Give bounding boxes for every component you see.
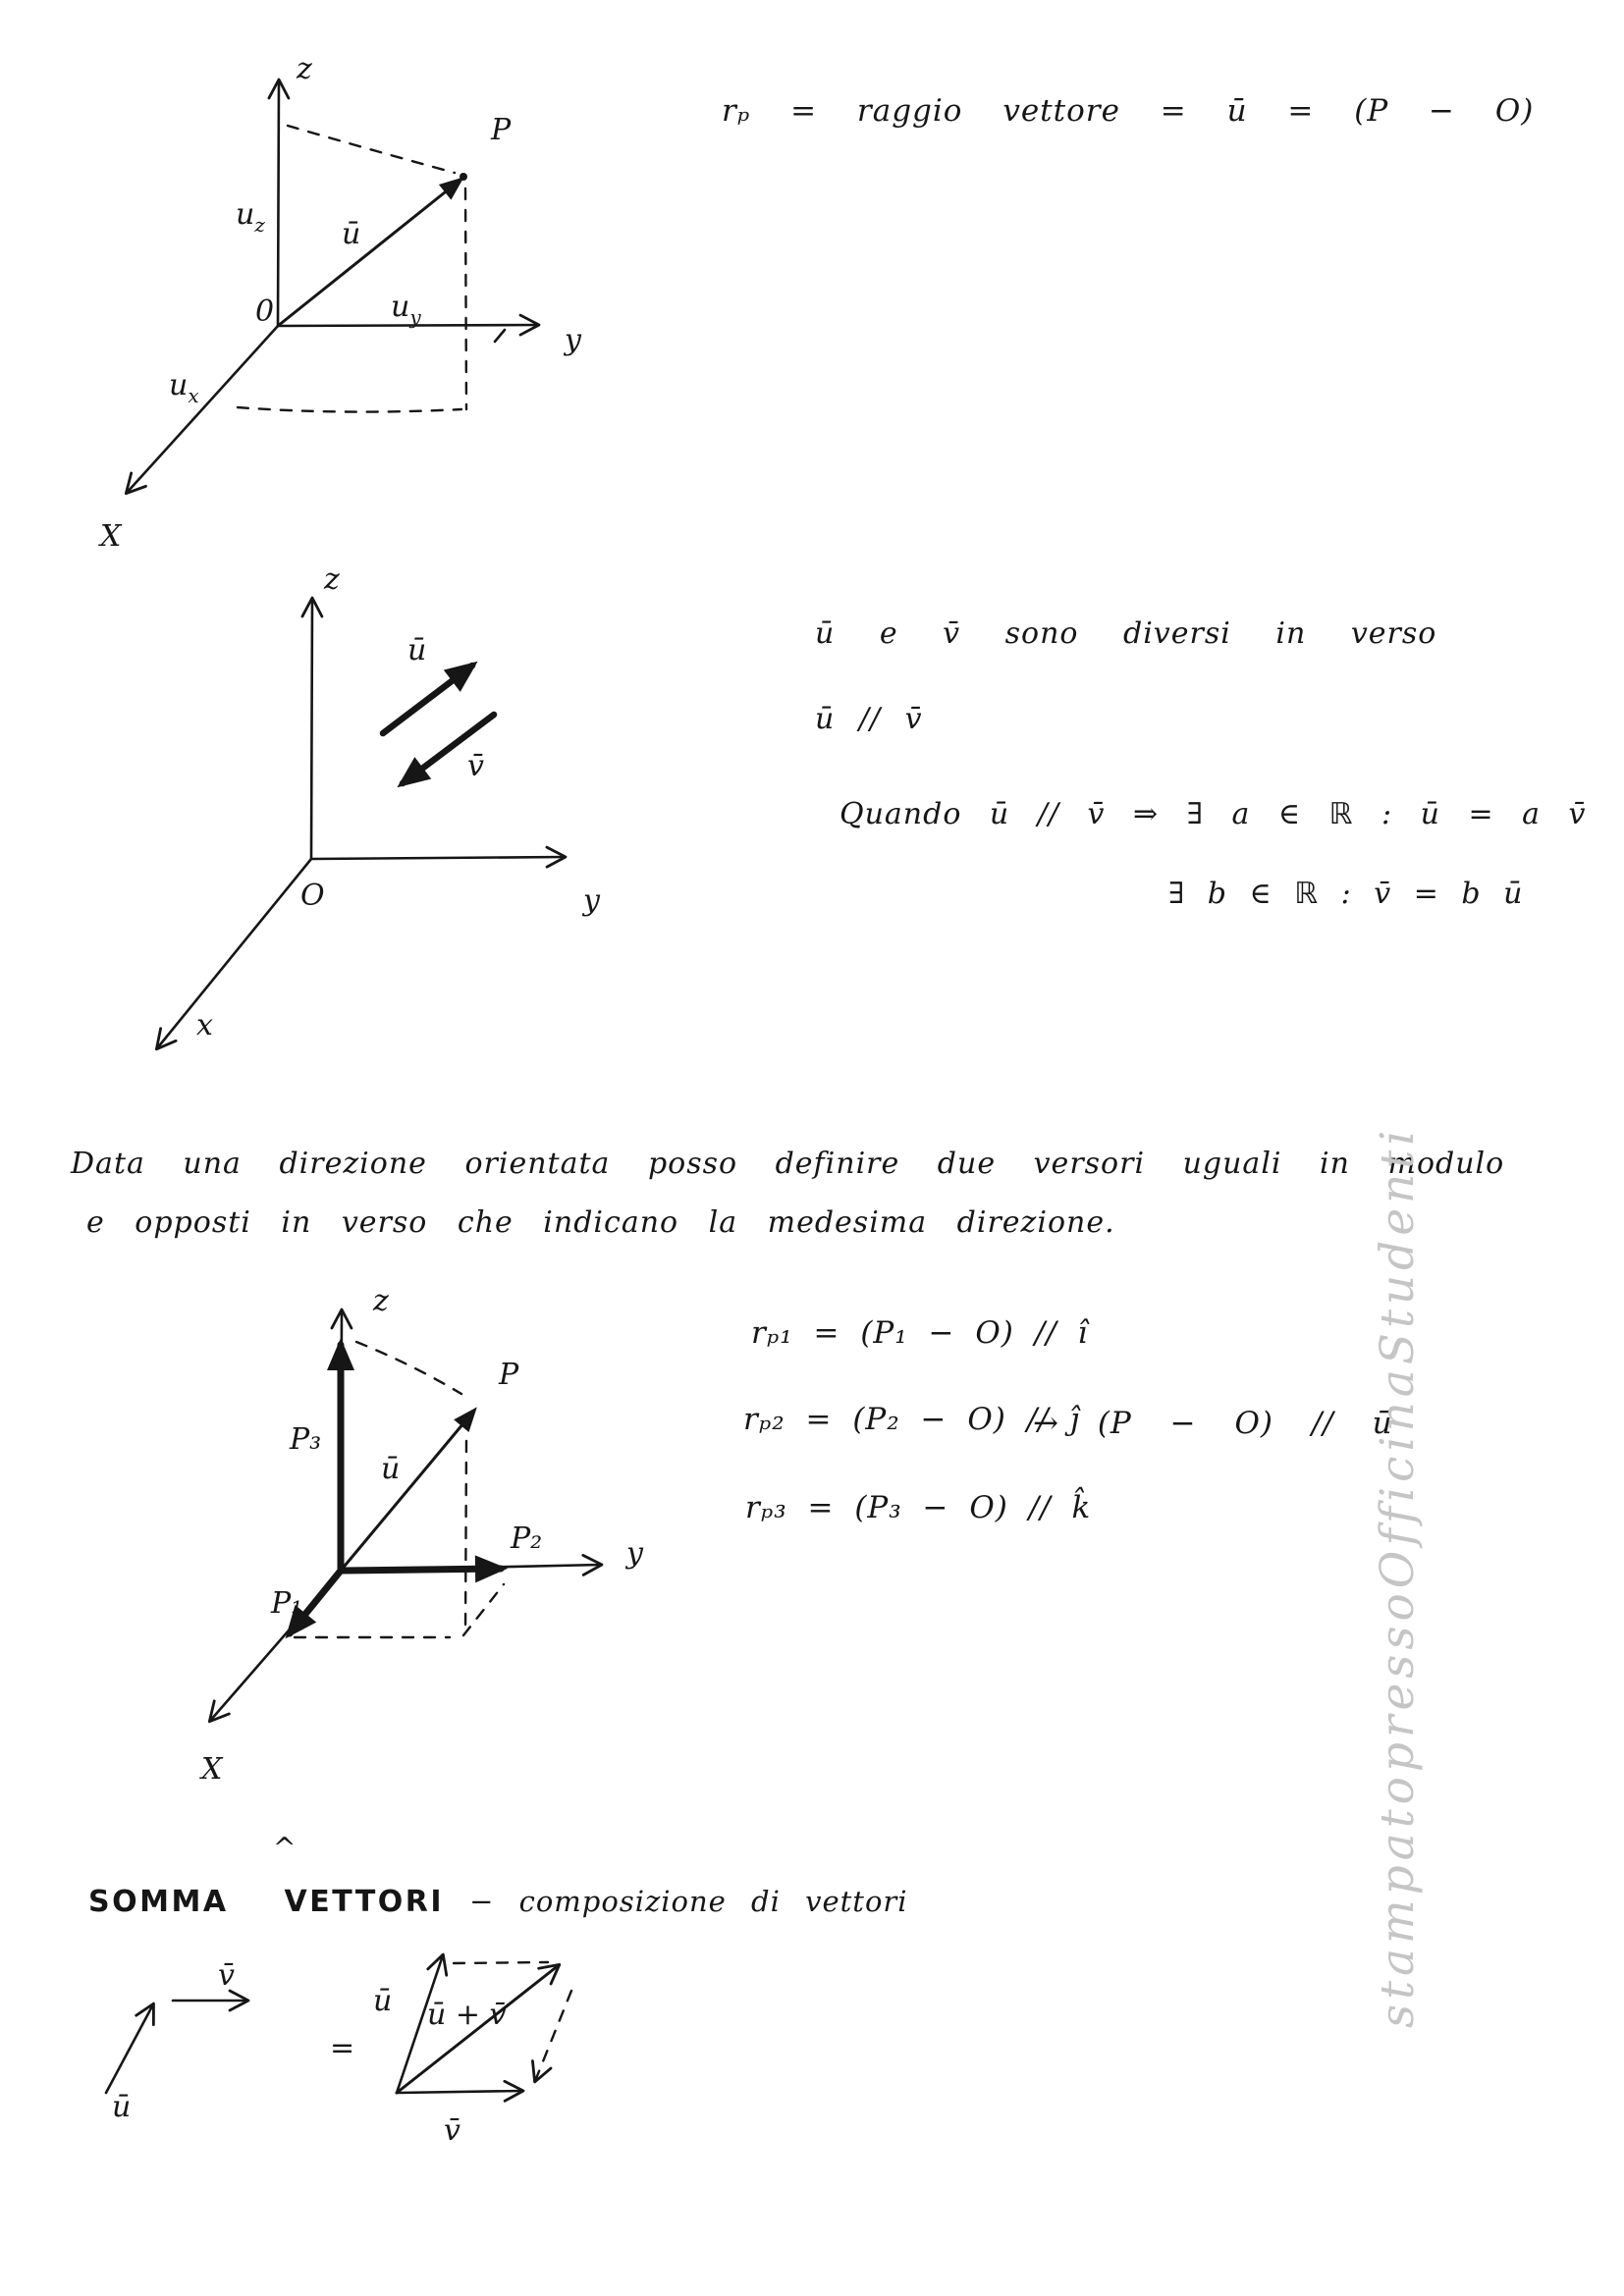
axis-label-x: X xyxy=(100,519,122,554)
diagram-versors xyxy=(147,1256,697,1865)
vector-label-u: ū xyxy=(342,217,361,251)
axis-label-x: X xyxy=(201,1752,223,1787)
label-p3: P₃ xyxy=(290,1422,322,1457)
axes xyxy=(210,1310,601,1721)
origin-label: O xyxy=(300,879,325,913)
vector-u xyxy=(278,181,460,326)
axis-label-y: y xyxy=(565,323,581,357)
parallelogram-v-side xyxy=(397,2091,522,2093)
label-v-top: v̄ xyxy=(218,1958,235,1993)
note-quando-line: Quando ū // v̄ ⇒ ∃ a ∈ ℝ : ū = a v̄ xyxy=(839,797,1587,831)
vector-label-u: ū xyxy=(407,633,427,667)
label-p1: P₁ xyxy=(271,1586,303,1621)
caret-mark: ^ xyxy=(273,1832,298,1864)
point-label-p: P xyxy=(499,1358,519,1392)
point-P-dot xyxy=(460,173,467,181)
component-uy: $u_y$ xyxy=(391,290,421,329)
diagram-vector-sum xyxy=(79,1914,1041,2179)
diagram-radius-vector xyxy=(79,29,687,599)
versor-p2-arrow xyxy=(343,1569,501,1571)
heading-subtitle: − composizione di vettori xyxy=(469,1885,908,1918)
axis-label-y: y xyxy=(626,1536,643,1571)
axis-label-z: z xyxy=(297,52,312,86)
equals-sign: = xyxy=(330,2031,355,2065)
axes xyxy=(157,599,565,1048)
axis-label-x: x xyxy=(196,1008,213,1042)
axis-label-z: z xyxy=(324,562,340,597)
component-uz: $u_z$ xyxy=(236,197,265,237)
equation-rp2: rₚ₂ = (P₂ − O) // ĵ xyxy=(743,1402,1081,1437)
paragraph-direzione-line1: Data una direzione orientata posso definire due versori uguali in modulo xyxy=(71,1147,1505,1181)
origin-label: 0 xyxy=(255,294,275,329)
diagram-parallel-vectors xyxy=(98,550,707,1099)
watermark: stampatopressoOfficinaStudenti xyxy=(1371,1125,1425,2028)
vector-label-u: ū xyxy=(381,1452,401,1486)
label-u-right: ū xyxy=(373,1984,393,2018)
label-v-bottom: v̄ xyxy=(444,2113,460,2148)
equation-raggio-vettore: rₚ = raggio vettore = ū = (P − O) xyxy=(722,93,1535,129)
component-ux: $u_x$ xyxy=(169,368,199,407)
heading-title: SOMMA VETTORI xyxy=(88,1885,445,1919)
label-u-left: ū xyxy=(112,2090,132,2124)
axes xyxy=(127,80,538,493)
note-verso-line2: ū // v̄ xyxy=(815,702,923,736)
vector-u-left xyxy=(106,2004,153,2093)
equation-rp1: rₚ₁ = (P₁ − O) // î xyxy=(751,1315,1089,1351)
paragraph-direzione-line2: e opposti in verso che indicano la medesima direzione. xyxy=(86,1205,1115,1240)
vector-u xyxy=(341,1412,473,1571)
axis-label-y: y xyxy=(583,883,600,918)
equation-implication: → (P − O) // ū xyxy=(1033,1406,1393,1441)
equation-rp3: rₚ₃ = (P₃ − O) // k̂ xyxy=(745,1490,1092,1525)
point-label-p: P xyxy=(491,113,512,147)
label-sum: ū + v̄ xyxy=(427,1998,507,2032)
note-exists-b-line: ∃ b ∈ ℝ : v̄ = b ū xyxy=(1168,877,1524,911)
label-p2: P₂ xyxy=(511,1522,543,1556)
vector-label-v: v̄ xyxy=(467,749,484,783)
note-verso-line1: ū e v̄ sono diversi in verso xyxy=(815,616,1437,651)
vector-u-thick xyxy=(383,666,472,733)
axis-label-z: z xyxy=(373,1284,389,1318)
stray-mark xyxy=(495,330,505,342)
